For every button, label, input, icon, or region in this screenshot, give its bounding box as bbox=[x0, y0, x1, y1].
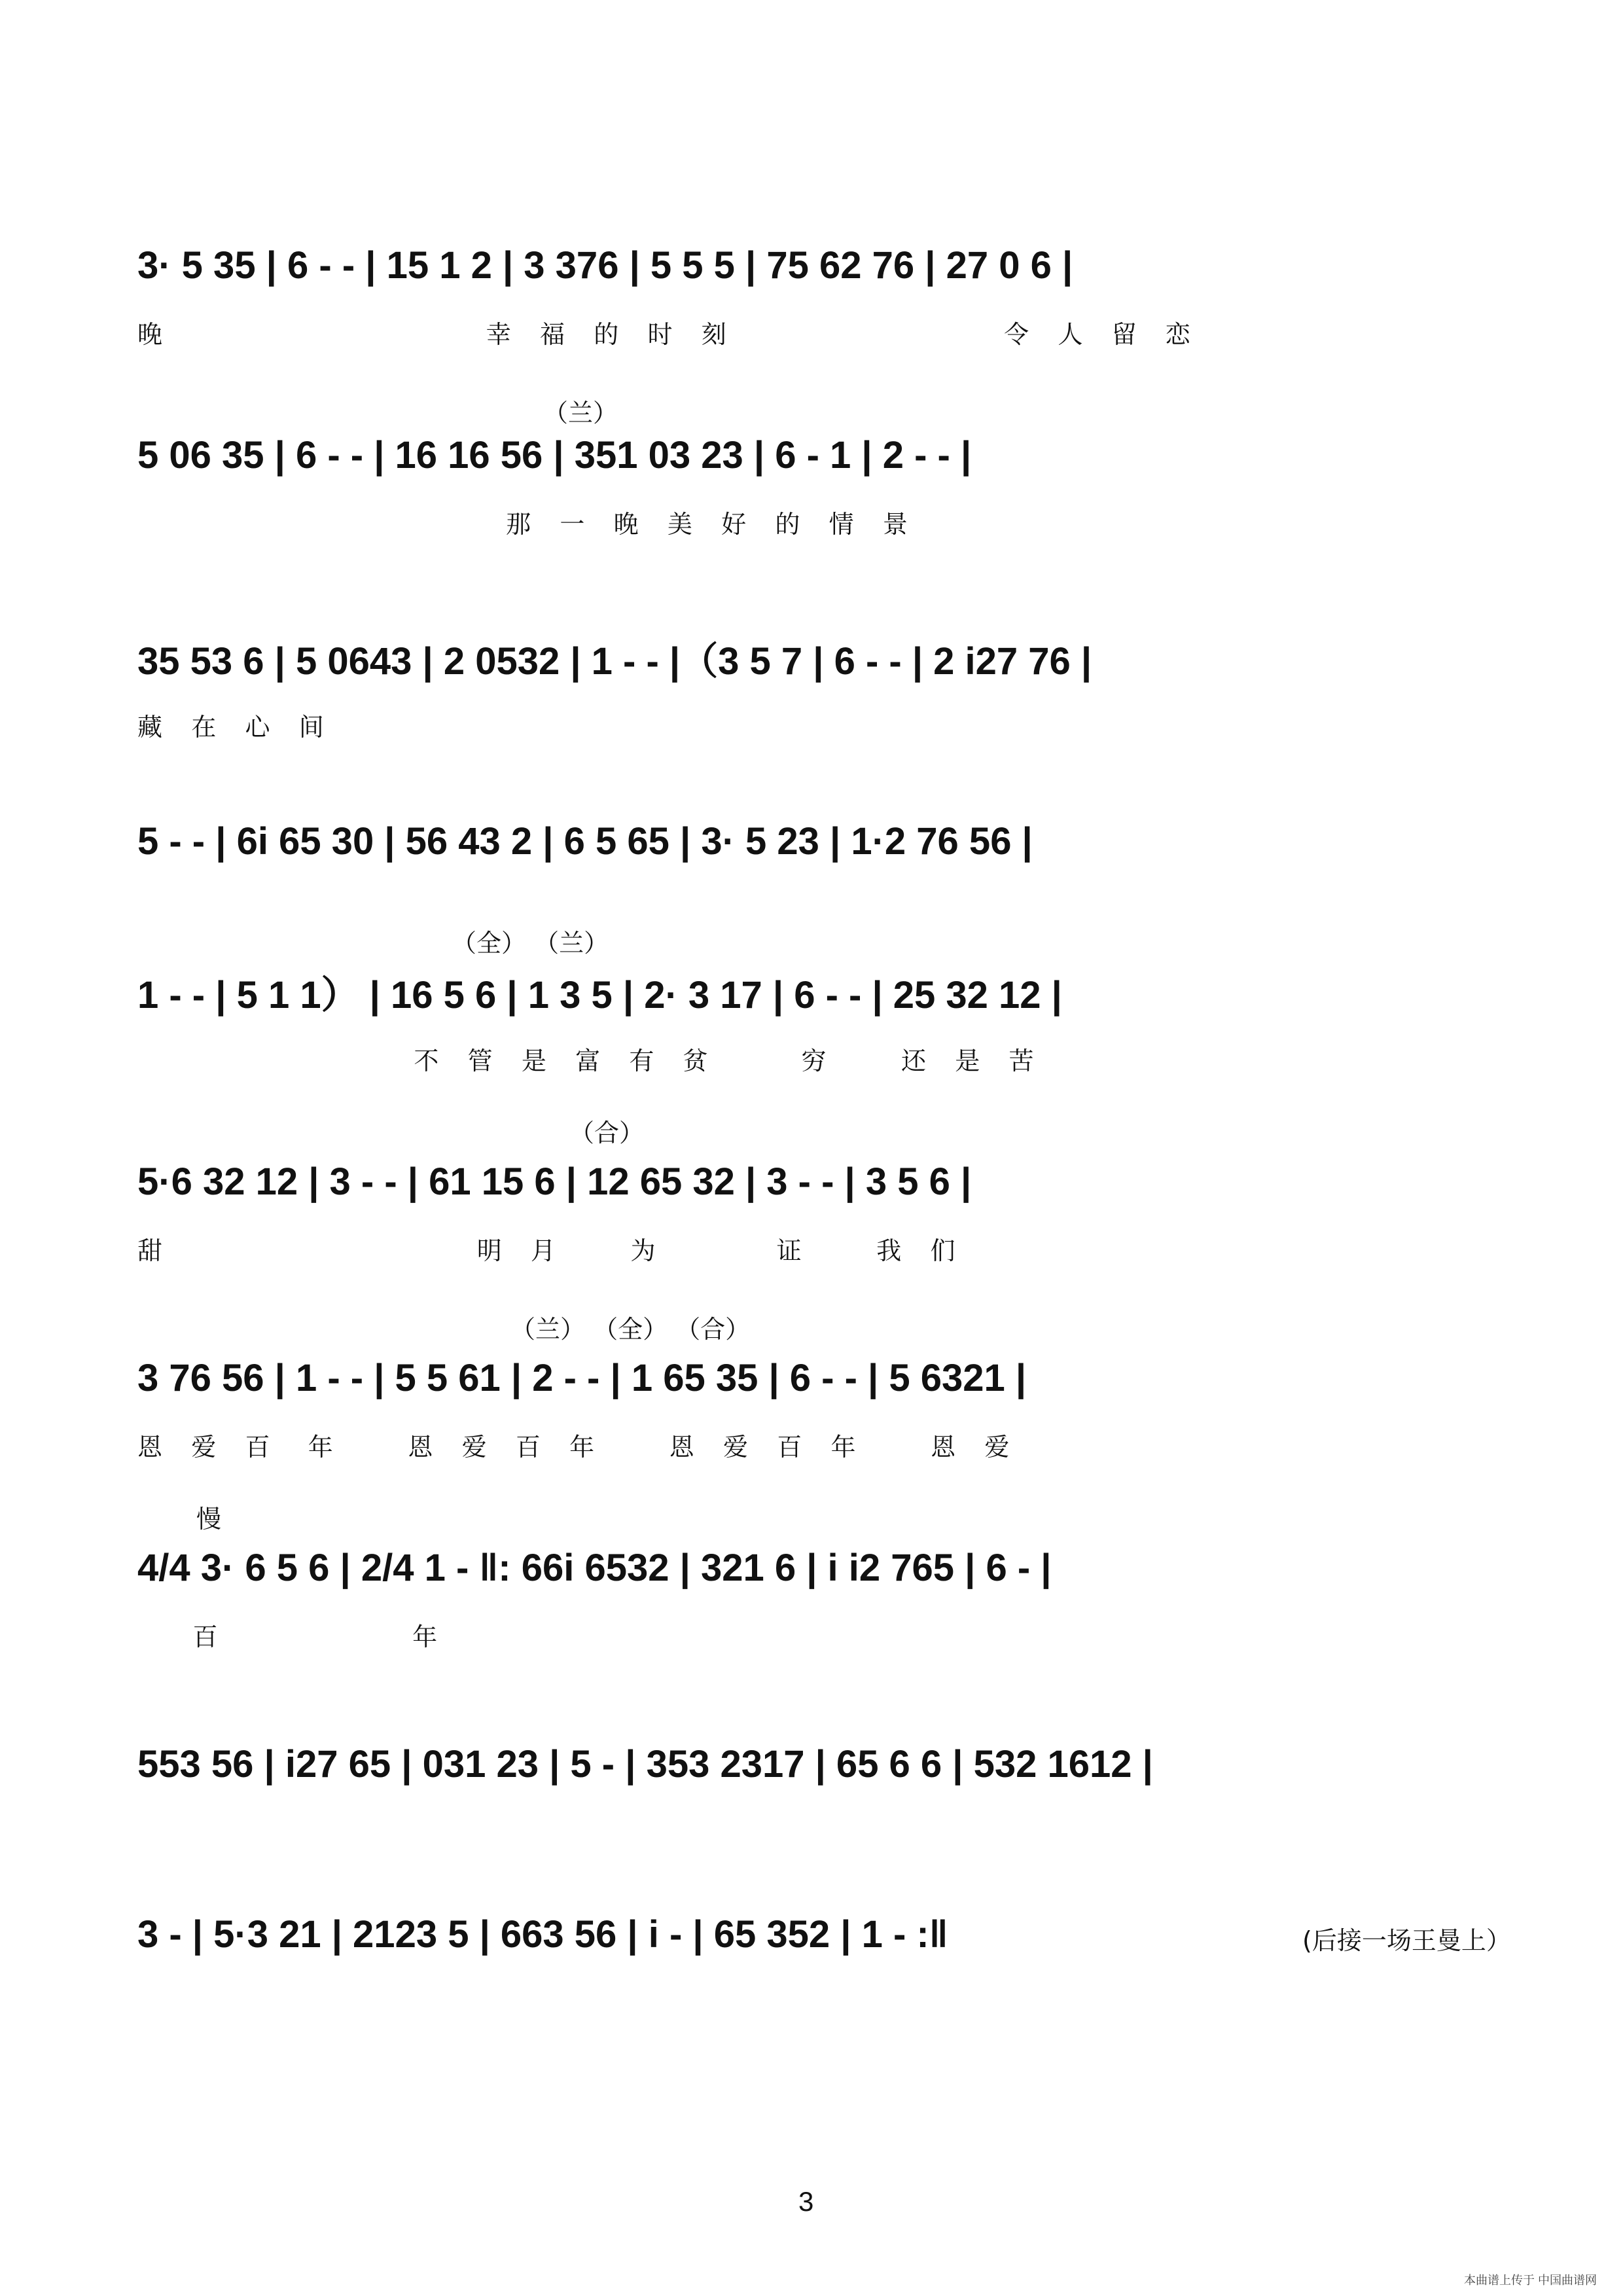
notation-row: 3 76 56 | 1 - - | 5 5 61 | 2 - - | 1 65 35 | 6 - - | 5 6321 | bbox=[137, 1356, 1027, 1399]
lyrics-row: 百 年 bbox=[137, 1623, 439, 1651]
performance-note: (后接一场王曼上） bbox=[1302, 1926, 1511, 1955]
part-marker: （全） （兰） bbox=[452, 929, 609, 958]
notation-row: 3 - | 5·3 21 | 2123 5 | 663 56 | i - | 65 352 | 1 - :‖ bbox=[137, 1912, 948, 1956]
footer-credit: 本曲谱上传于 中国曲谱网 bbox=[1464, 2274, 1597, 2287]
notation-row: 35 53 6 | 5 0643 | 2 0532 | 1 - - |（3 5 7 | 6 - - | 2 i27 76 | bbox=[137, 640, 1092, 683]
notation-row: 553 56 | i27 65 | 031 23 | 5 - | 353 2317 | 65 6 6 | 532 1612 | bbox=[137, 1742, 1153, 1785]
lyrics-row: 晚 幸 福 的 时 刻 令 人 留 恋 bbox=[137, 320, 1192, 349]
notation-row: 4/4 3· 6 5 6 | 2/4 1 - ‖: 66i 6532 | 321 6 | i i2 765 | 6 - | bbox=[137, 1546, 1052, 1589]
page-number: 3 bbox=[798, 2186, 814, 2217]
notation-row: 5 - - | 6i 65 30 | 56 43 2 | 6 5 65 | 3· 5 23 | 1·2 76 56 | bbox=[137, 819, 1033, 863]
tempo-marker: 慢 bbox=[196, 1505, 222, 1534]
notation-row: 3· 5 35 | 6 - - | 15 1 2 | 3 376 | 5 5 5 | 75 62 76 | 27 0 6 | bbox=[137, 243, 1073, 287]
notation-row: 5 06 35 | 6 - - | 16 16 56 | 351 03 23 | 6 - 1 | 2 - - | bbox=[137, 433, 972, 476]
lyrics-row: 不 管 是 富 有 贫 穷 还 是 苦 bbox=[137, 1047, 1035, 1075]
notation-row: 5·6 32 12 | 3 - - | 61 15 6 | 12 65 32 | 3 - - | 3 5 6 | bbox=[137, 1160, 972, 1203]
part-marker: （合） bbox=[569, 1119, 645, 1147]
lyrics-row: 藏 在 心 间 bbox=[137, 713, 325, 742]
lyrics-row: 那 一 晚 美 好 的 情 景 bbox=[137, 510, 909, 539]
lyrics-row: 恩 爱 百 年 恩 爱 百 年 恩 爱 百 年 恩 爱 bbox=[137, 1433, 1011, 1462]
part-marker: （兰） bbox=[543, 399, 618, 427]
part-marker: （兰） （全） （合） bbox=[510, 1315, 751, 1344]
notation-row: 1 - - | 5 1 1） | 16 5 6 | 1 3 5 | 2· 3 17 | 6 - - | 25 32 12 | bbox=[137, 974, 1062, 1016]
lyrics-row: 甜 明 月 为 证 我 们 bbox=[137, 1236, 957, 1265]
